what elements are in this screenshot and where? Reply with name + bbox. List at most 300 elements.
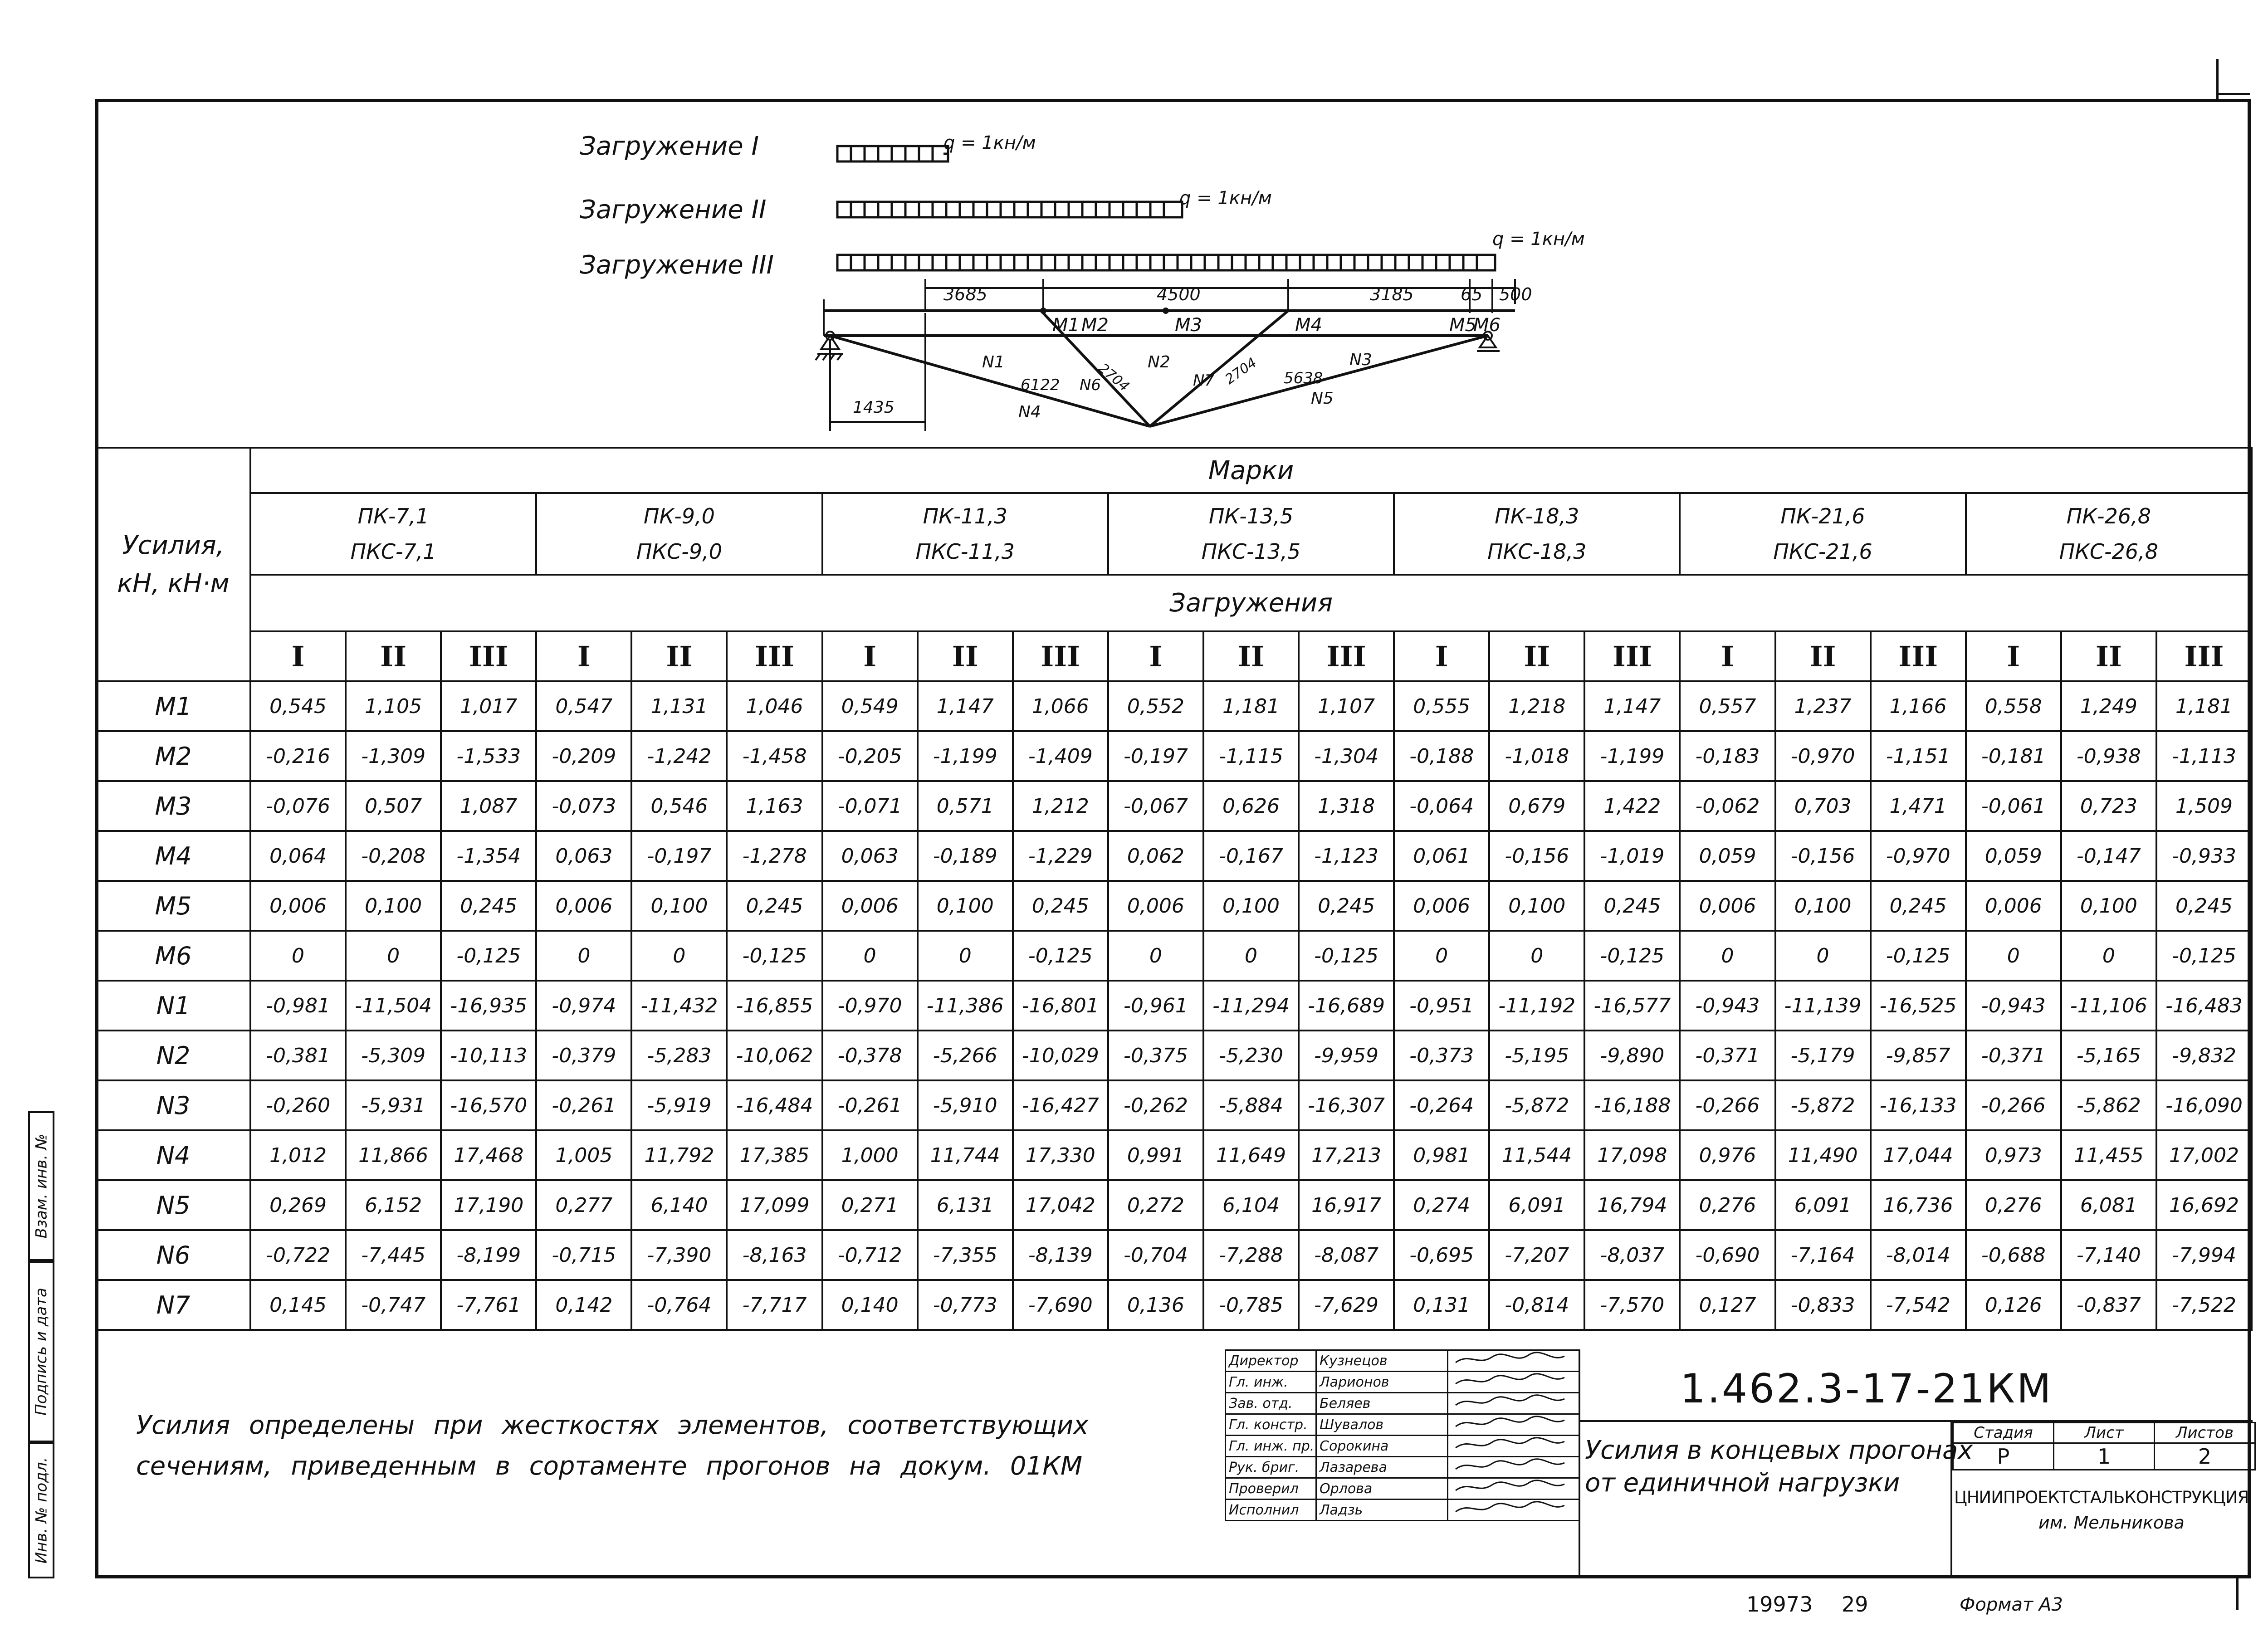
table-cell: 0 <box>346 931 441 981</box>
loading-number: III <box>1013 631 1108 681</box>
label-n5: N5 <box>1311 389 1334 408</box>
table-cell: 0 <box>1775 931 1871 981</box>
side-label-inv: Инв. № подл. <box>28 1442 54 1578</box>
table-cell: -10,062 <box>727 1031 822 1080</box>
table-cell: -7,570 <box>1584 1280 1680 1330</box>
table-cell: 0,545 <box>250 681 346 731</box>
label-m6: M6 <box>1473 315 1501 336</box>
mark-name-line2: ПКС-13,5 <box>1201 539 1301 564</box>
table-cell: -1,309 <box>346 731 441 781</box>
table-cell: 6,091 <box>1775 1180 1871 1230</box>
table-cell: -0,373 <box>1394 1031 1489 1080</box>
dim-65: 65 <box>1461 284 1483 304</box>
table-cell: -1,019 <box>1584 831 1680 881</box>
table-cell: -16,427 <box>1013 1080 1108 1130</box>
footer-number: 19973 <box>1746 1592 1813 1617</box>
table-cell: -8,014 <box>1871 1230 1966 1280</box>
table-cell: -0,814 <box>1489 1280 1584 1330</box>
table-cell: -0,371 <box>1680 1031 1775 1080</box>
table-cell: 1,017 <box>441 681 536 731</box>
table-cell: 0,991 <box>1108 1130 1203 1180</box>
table-cell: -0,205 <box>822 731 918 781</box>
table-cell: -0,375 <box>1108 1031 1203 1080</box>
table-cell: -0,189 <box>918 831 1013 881</box>
table-cell: -1,304 <box>1299 731 1394 781</box>
force-header: Усилия, кН, кН·м <box>96 448 250 681</box>
table-cell: -11,106 <box>2061 981 2156 1031</box>
table-cell: -5,910 <box>918 1080 1013 1130</box>
table-cell: 11,649 <box>1203 1130 1299 1180</box>
table-cell: -0,071 <box>822 781 918 831</box>
table-cell: 0,100 <box>2061 881 2156 931</box>
table-cell: 0,006 <box>1108 881 1203 931</box>
signer-role: Проверил <box>1226 1478 1316 1500</box>
table-cell: -16,570 <box>441 1080 536 1130</box>
loadings-header: Загружения <box>250 575 2252 631</box>
row-name: N3 <box>96 1080 250 1130</box>
table-cell: 0,703 <box>1775 781 1871 831</box>
table-cell: -0,266 <box>1966 1080 2061 1130</box>
table-cell: -0,125 <box>727 931 822 981</box>
table-cell: -16,525 <box>1871 981 1966 1031</box>
label-m2: M2 <box>1081 315 1109 336</box>
table-cell: 0,100 <box>918 881 1013 931</box>
truss-scheme <box>807 122 1624 440</box>
table-cell: 0,063 <box>536 831 631 881</box>
table-cell: -5,165 <box>2061 1031 2156 1080</box>
mark-name-line1: ПК-26,8 <box>2066 503 2151 528</box>
table-cell: 1,422 <box>1584 781 1680 831</box>
table-cell: 0,976 <box>1680 1130 1775 1180</box>
table-cell: 1,163 <box>727 781 822 831</box>
table-cell: 0,626 <box>1203 781 1299 831</box>
table-cell: -11,139 <box>1775 981 1871 1031</box>
table-cell: 17,385 <box>727 1130 822 1180</box>
table-cell: 0,558 <box>1966 681 2061 731</box>
table-row <box>96 1130 2252 1180</box>
table-cell: -0,970 <box>1775 731 1871 781</box>
label-m4: M4 <box>1295 315 1322 336</box>
load-label-1: q = 1кн/м <box>943 132 1036 153</box>
signer-role: Исполнил <box>1226 1500 1316 1521</box>
loading-2-label: Загружение II <box>580 195 767 225</box>
note-line-1: Усилия определены при жесткостях элементов, соответствующих <box>136 1411 1089 1440</box>
table-row <box>96 831 2252 881</box>
table-cell: 1,471 <box>1871 781 1966 831</box>
signer-row <box>1226 1436 1579 1457</box>
table-cell: 0,126 <box>1966 1280 2061 1330</box>
table-cell: -0,125 <box>1013 931 1108 981</box>
table-cell: -0,125 <box>1584 931 1680 981</box>
table-cell: -0,209 <box>536 731 631 781</box>
signer-name: Лазарева <box>1316 1457 1448 1478</box>
table-cell: 0,245 <box>727 881 822 931</box>
table-cell: -11,386 <box>918 981 1013 1031</box>
signer-name: Шувалов <box>1316 1414 1448 1436</box>
loading-number: I <box>1394 631 1489 681</box>
loading-number: II <box>1775 631 1871 681</box>
footer-format: Формат А3 <box>1960 1594 2063 1615</box>
table-cell: -1,458 <box>727 731 822 781</box>
table-cell: 1,166 <box>1871 681 1966 731</box>
table-cell: 0,549 <box>822 681 918 731</box>
stage-value: Р <box>1953 1443 2054 1470</box>
table-cell: -0,147 <box>2061 831 2156 881</box>
table-cell: -7,445 <box>346 1230 441 1280</box>
table-cell: 0 <box>1966 931 2061 981</box>
loading-number: III <box>727 631 822 681</box>
table-cell: -5,230 <box>1203 1031 1299 1080</box>
loading-1-label: Загружение I <box>580 132 759 161</box>
signature <box>1448 1393 1579 1414</box>
table-cell: 0,245 <box>1584 881 1680 931</box>
table-cell: -1,115 <box>1203 731 1299 781</box>
table-cell: 0,006 <box>1394 881 1489 931</box>
signer-row <box>1226 1393 1579 1414</box>
table-row <box>96 781 2252 831</box>
table-cell: 6,131 <box>918 1180 1013 1230</box>
sheet-value: 1 <box>2054 1443 2155 1470</box>
table-cell: -0,216 <box>250 731 346 781</box>
len-2704-b: 2704 <box>1222 355 1260 388</box>
sheets-label: Листов <box>2155 1423 2255 1443</box>
table-cell: 1,087 <box>441 781 536 831</box>
table-cell: -5,309 <box>346 1031 441 1080</box>
table-cell: 1,066 <box>1013 681 1108 731</box>
row-name: N1 <box>96 981 250 1031</box>
table-cell: -0,156 <box>1775 831 1871 881</box>
table-cell: -10,029 <box>1013 1031 1108 1080</box>
loading-number: I <box>822 631 918 681</box>
mark-name-line1: ПК-21,6 <box>1780 503 1865 528</box>
signer-name: Ларионов <box>1316 1372 1448 1393</box>
table-cell: -1,018 <box>1489 731 1584 781</box>
table-cell: 1,000 <box>822 1130 918 1180</box>
table-cell: 0,271 <box>822 1180 918 1230</box>
table-cell: 17,468 <box>441 1130 536 1180</box>
table-cell: 11,866 <box>346 1130 441 1180</box>
table-row <box>96 1280 2252 1330</box>
table-cell: -0,181 <box>1966 731 2061 781</box>
signer-role: Директор <box>1226 1350 1316 1372</box>
signer-row <box>1226 1414 1579 1436</box>
table-cell: 16,917 <box>1299 1180 1394 1230</box>
table-cell: -7,717 <box>727 1280 822 1330</box>
loading-number: III <box>1584 631 1680 681</box>
table-cell: 16,736 <box>1871 1180 1966 1230</box>
table-cell: -0,981 <box>250 981 346 1031</box>
table-cell: 0,245 <box>1013 881 1108 931</box>
table-cell: -0,125 <box>1299 931 1394 981</box>
table-cell: -0,837 <box>2061 1280 2156 1330</box>
loading-number: II <box>1489 631 1584 681</box>
table-cell: 1,147 <box>918 681 1013 731</box>
table-cell: 0,100 <box>1775 881 1871 931</box>
sheets-value: 2 <box>2155 1443 2255 1470</box>
table-cell: 0,100 <box>346 881 441 931</box>
table-cell: -0,076 <box>250 781 346 831</box>
table-cell: 0,142 <box>536 1280 631 1330</box>
side-label-sign: Подпись и дата <box>28 1261 54 1442</box>
loading-number: III <box>2156 631 2252 681</box>
table-cell: 1,218 <box>1489 681 1584 731</box>
table-cell: 11,455 <box>2061 1130 2156 1180</box>
table-cell: 0,245 <box>1871 881 1966 931</box>
header-row-loadings <box>96 575 2252 631</box>
table-cell: -0,704 <box>1108 1230 1203 1280</box>
table-cell: -0,261 <box>822 1080 918 1130</box>
table-cell: -1,123 <box>1299 831 1394 881</box>
table-cell: -1,151 <box>1871 731 1966 781</box>
table-cell: -10,113 <box>441 1031 536 1080</box>
sheet-title-2: от единичной нагрузки <box>1585 1468 1900 1498</box>
table-cell: 0,571 <box>918 781 1013 831</box>
table-cell: -7,207 <box>1489 1230 1584 1280</box>
signer-role: Гл. констр. <box>1226 1414 1316 1436</box>
table-cell: -7,390 <box>631 1230 727 1280</box>
table-cell: -0,371 <box>1966 1031 2061 1080</box>
table-cell: 0 <box>1489 931 1584 981</box>
mark-name-line2: ПКС-11,3 <box>915 539 1015 564</box>
loading-number: I <box>250 631 346 681</box>
table-cell: 0,555 <box>1394 681 1489 731</box>
table-cell: -7,994 <box>2156 1230 2252 1280</box>
table-cell: -0,188 <box>1394 731 1489 781</box>
table-cell: -7,629 <box>1299 1280 1394 1330</box>
row-name: M6 <box>96 931 250 981</box>
len-2704-a: 2704 <box>1095 360 1132 395</box>
table-cell: -8,163 <box>727 1230 822 1280</box>
table-cell: -11,192 <box>1489 981 1584 1031</box>
table-cell: -9,890 <box>1584 1031 1680 1080</box>
loading-number: II <box>1203 631 1299 681</box>
table-cell: 11,544 <box>1489 1130 1584 1180</box>
table-row <box>96 981 2252 1031</box>
mark-name-line2: ПКС-9,0 <box>636 539 722 564</box>
table-cell: 0,973 <box>1966 1130 2061 1180</box>
table-cell: 0,140 <box>822 1280 918 1330</box>
table-cell: -5,931 <box>346 1080 441 1130</box>
signature <box>1448 1457 1579 1478</box>
label-m3: M3 <box>1175 315 1202 336</box>
table-row <box>96 1080 2252 1130</box>
table-cell: 0,507 <box>346 781 441 831</box>
table-cell: 0,059 <box>1966 831 2061 881</box>
marks-header: Марки <box>250 448 2252 493</box>
table-cell: -5,884 <box>1203 1080 1299 1130</box>
table-cell: -11,432 <box>631 981 727 1031</box>
table-cell: -16,090 <box>2156 1080 2252 1130</box>
footer-tick <box>2236 1578 2239 1610</box>
table-cell: -0,722 <box>250 1230 346 1280</box>
table-cell: 0,272 <box>1108 1180 1203 1230</box>
table-cell: -0,688 <box>1966 1230 2061 1280</box>
table-cell: 17,330 <box>1013 1130 1108 1180</box>
mark-name-line1: ПК-7,1 <box>357 503 429 528</box>
label-m1: M1 <box>1052 315 1080 336</box>
table-cell: -0,715 <box>536 1230 631 1280</box>
table-cell: 6,081 <box>2061 1180 2156 1230</box>
loading-number: I <box>1680 631 1775 681</box>
table-cell: -7,164 <box>1775 1230 1871 1280</box>
row-name: N6 <box>96 1230 250 1280</box>
table-cell: 0 <box>536 931 631 981</box>
header-row-roman <box>96 631 2252 681</box>
table-cell: 16,692 <box>2156 1180 2252 1230</box>
signer-name: Ладзь <box>1316 1500 1448 1521</box>
table-cell: 1,237 <box>1775 681 1871 731</box>
loading-number: I <box>1966 631 2061 681</box>
signer-row <box>1226 1457 1579 1478</box>
table-cell: -0,156 <box>1489 831 1584 881</box>
table-cell: -0,833 <box>1775 1280 1871 1330</box>
title-block-signers <box>1225 1349 1580 1521</box>
table-cell: 0,006 <box>250 881 346 931</box>
mark-header <box>1966 493 2252 575</box>
table-cell: 17,098 <box>1584 1130 1680 1180</box>
loading-3-label: Загружение III <box>580 250 774 280</box>
label-n7: N7 <box>1193 371 1215 390</box>
signature <box>1448 1500 1579 1521</box>
table-cell: 0,679 <box>1489 781 1584 831</box>
table-cell: 17,213 <box>1299 1130 1394 1180</box>
table-cell: 1,212 <box>1013 781 1108 831</box>
signature <box>1448 1372 1579 1393</box>
table-cell: 11,744 <box>918 1130 1013 1180</box>
corner-mark <box>2216 93 2250 95</box>
mark-header <box>822 493 1108 575</box>
table-cell: -0,167 <box>1203 831 1299 881</box>
table-cell: 1,046 <box>727 681 822 731</box>
table-cell: -0,690 <box>1680 1230 1775 1280</box>
table-cell: -16,484 <box>727 1080 822 1130</box>
mark-name-line2: ПКС-18,3 <box>1487 539 1587 564</box>
table-cell: -16,483 <box>2156 981 2252 1031</box>
table-cell: 0,006 <box>822 881 918 931</box>
table-cell: -0,712 <box>822 1230 918 1280</box>
sheet-label: Лист <box>2054 1423 2155 1443</box>
table-cell: -0,061 <box>1966 781 2061 831</box>
signature <box>1448 1478 1579 1500</box>
table-cell: 17,099 <box>727 1180 822 1230</box>
table-cell: 6,140 <box>631 1180 727 1230</box>
loading-number: II <box>2061 631 2156 681</box>
table-cell: 0 <box>1203 931 1299 981</box>
mark-header <box>1108 493 1394 575</box>
signer-role: Гл. инж. пр. <box>1226 1436 1316 1457</box>
table-cell: -0,764 <box>631 1280 727 1330</box>
table-cell: 0,063 <box>822 831 918 881</box>
table-cell: -1,113 <box>2156 731 2252 781</box>
table-cell: 0 <box>250 931 346 981</box>
row-name: N7 <box>96 1280 250 1330</box>
table-cell: -0,262 <box>1108 1080 1203 1130</box>
len-5638: 5638 <box>1284 369 1323 387</box>
label-m5: M5 <box>1449 315 1476 336</box>
mark-name-line1: ПК-13,5 <box>1208 503 1294 528</box>
dim-500: 500 <box>1499 284 1532 304</box>
table-cell: -1,199 <box>1584 731 1680 781</box>
table-cell: 0 <box>822 931 918 981</box>
signer-name: Кузнецов <box>1316 1350 1448 1372</box>
table-cell: 0 <box>1394 931 1489 981</box>
table-cell: 1,005 <box>536 1130 631 1180</box>
table-cell: -7,355 <box>918 1230 1013 1280</box>
table-cell: -0,785 <box>1203 1280 1299 1330</box>
table-cell: 6,104 <box>1203 1180 1299 1230</box>
load-label-3: q = 1кн/м <box>1492 229 1585 249</box>
table-cell: 0,100 <box>1203 881 1299 931</box>
table-cell: -9,832 <box>2156 1031 2252 1080</box>
table-cell: -16,935 <box>441 981 536 1031</box>
loading-number: III <box>441 631 536 681</box>
table-cell: 1,509 <box>2156 781 2252 831</box>
table-cell: -5,862 <box>2061 1080 2156 1130</box>
table-cell: -5,872 <box>1775 1080 1871 1130</box>
loading-number: I <box>1108 631 1203 681</box>
table-cell: -0,379 <box>536 1031 631 1080</box>
row-name: M3 <box>96 781 250 831</box>
table-cell: -8,139 <box>1013 1230 1108 1280</box>
table-cell: -5,179 <box>1775 1031 1871 1080</box>
footer-page: 29 <box>1842 1592 1868 1617</box>
table-cell: 1,012 <box>250 1130 346 1180</box>
row-name: N2 <box>96 1031 250 1080</box>
stage-label: Стадия <box>1953 1423 2054 1443</box>
signature <box>1448 1350 1579 1372</box>
table-cell: -0,067 <box>1108 781 1203 831</box>
table-cell: -0,970 <box>822 981 918 1031</box>
table-cell: -0,125 <box>2156 931 2252 981</box>
table-cell: 0,552 <box>1108 681 1203 731</box>
table-row <box>96 1031 2252 1080</box>
table-cell: 0,100 <box>1489 881 1584 931</box>
table-cell: -0,381 <box>250 1031 346 1080</box>
loading-number: II <box>631 631 727 681</box>
table-cell: -9,959 <box>1299 1031 1394 1080</box>
table-cell: 0,547 <box>536 681 631 731</box>
table-cell: -0,064 <box>1394 781 1489 831</box>
dimension-line <box>925 279 1515 313</box>
table-cell: 1,107 <box>1299 681 1394 731</box>
table-cell: 0,557 <box>1680 681 1775 731</box>
table-cell: 11,792 <box>631 1130 727 1180</box>
len-6122: 6122 <box>1021 376 1060 394</box>
table-cell: 0,269 <box>250 1180 346 1230</box>
table-cell: 17,002 <box>2156 1130 2252 1180</box>
table-cell: 0,061 <box>1394 831 1489 881</box>
table-cell: 0 <box>918 931 1013 981</box>
table-cell: 16,794 <box>1584 1180 1680 1230</box>
table-cell: -7,522 <box>2156 1280 2252 1330</box>
table-row <box>96 1180 2252 1230</box>
document-code: 1.462.3-17-21КМ <box>1680 1365 2053 1412</box>
table-cell: -7,288 <box>1203 1230 1299 1280</box>
stage-table <box>1952 1422 2256 1470</box>
table-cell: -0,264 <box>1394 1080 1489 1130</box>
table-row <box>96 881 2252 931</box>
table-cell: 1,131 <box>631 681 727 731</box>
table-cell: -5,195 <box>1489 1031 1584 1080</box>
table-cell: 0,981 <box>1394 1130 1489 1180</box>
mark-name-line2: ПКС-26,8 <box>2059 539 2159 564</box>
row-name: M2 <box>96 731 250 781</box>
table-cell: 0,723 <box>2061 781 2156 831</box>
table-cell: -1,409 <box>1013 731 1108 781</box>
table-cell: 0,006 <box>536 881 631 931</box>
forces-table <box>95 447 2253 1331</box>
label-n1: N1 <box>982 353 1005 371</box>
